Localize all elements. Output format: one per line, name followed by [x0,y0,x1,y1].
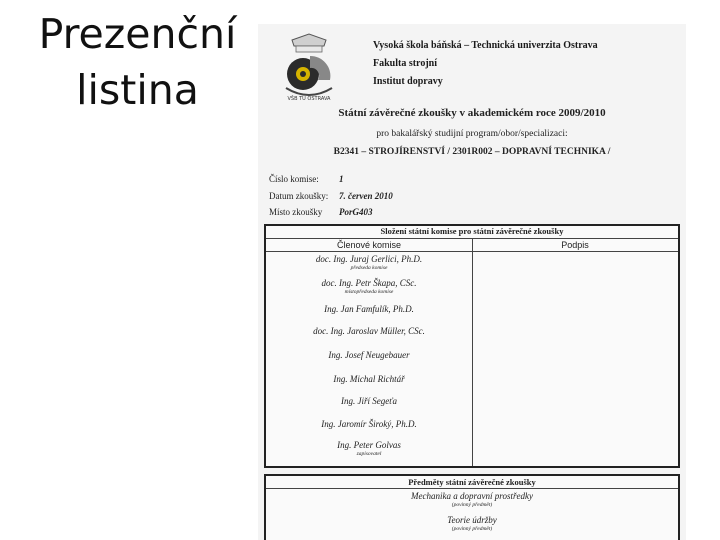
subjects-heading: Předměty státní závěrečné zkoušky [266,476,678,489]
subject-name: Mechanika a dopravní prostředky [411,491,533,501]
institute-name: Institut dopravy [373,76,443,87]
info-value: PorG403 [339,207,373,217]
member-name: Ing. Josef Neugebauer [328,350,410,360]
member-name: Ing. Jan Famfulík, Ph.D. [324,304,414,314]
slide-title-line1: Prezenční [38,10,237,58]
subject-item [266,491,678,509]
member-role: zapisovatel [356,451,382,457]
subjects-table [264,474,680,540]
info-row-date [269,191,393,201]
col-signature-header: Podpis [561,240,589,250]
program-name: B2341 – STROJÍRENSTVÍ / 2301R002 – DOPRAVNÍ TECHNIKA / [333,147,611,157]
institution-name: Vysoká škola báňská – Technická univerzita Ostrava [373,40,598,51]
program-intro: pro bakalářský studijní program/obor/specializaci: [376,129,568,139]
member-name: doc. Ing. Juraj Gerlici, Ph.D. [315,254,423,264]
slide-title-line2: listina [76,66,199,114]
scanned-document [258,24,686,540]
member-name: Ing. Jiří Segeťa [340,396,397,406]
university-logo-icon [280,30,338,104]
committee-member [266,419,472,430]
committee-table [264,224,680,468]
committee-member [266,278,472,296]
subject-name: Teorie údržby [447,515,497,525]
info-row-place [269,207,373,217]
member-role: předseda komise [350,265,388,271]
info-row-committee [269,174,344,184]
committee-member [266,304,472,315]
subject-note: (povinný předmět) [451,502,493,508]
committee-member [266,396,472,407]
member-name: Ing. Michal Richtář [333,374,405,384]
subject-note: (povinný předmět) [451,526,493,532]
faculty-name: Fakulta strojní [373,58,437,69]
member-name: doc. Ing. Petr Škapa, CSc. [321,278,417,288]
committee-member [266,254,472,272]
committee-member [266,326,472,337]
info-label: Místo zkoušky [269,207,323,217]
committee-member [266,374,472,385]
exam-title: Státní závěrečné zkoušky v akademickém roce 2009/2010 [338,107,606,119]
member-name: Ing. Jaromír Široký, Ph.D. [321,419,417,429]
member-name: doc. Ing. Jaroslav Müller, CSc. [313,326,425,336]
col-members-header: Členové komise [336,240,402,250]
member-name: Ing. Peter Golvas [337,440,401,450]
logo-text: VŠB TU OSTRAVA [287,96,331,102]
info-value: 1 [339,174,344,184]
committee-member [266,440,472,458]
column-divider [472,238,473,466]
slide-title [20,6,255,118]
member-role: místopředseda komise [344,289,394,295]
info-label: Datum zkoušky: [269,191,329,201]
committee-heading: Složení státní komise pro státní závěrečné zkoušky [380,226,564,236]
info-value: 7. červen 2010 [339,191,393,201]
info-label: Číslo komise: [269,174,319,184]
subject-item [266,515,678,533]
committee-member [266,350,472,361]
